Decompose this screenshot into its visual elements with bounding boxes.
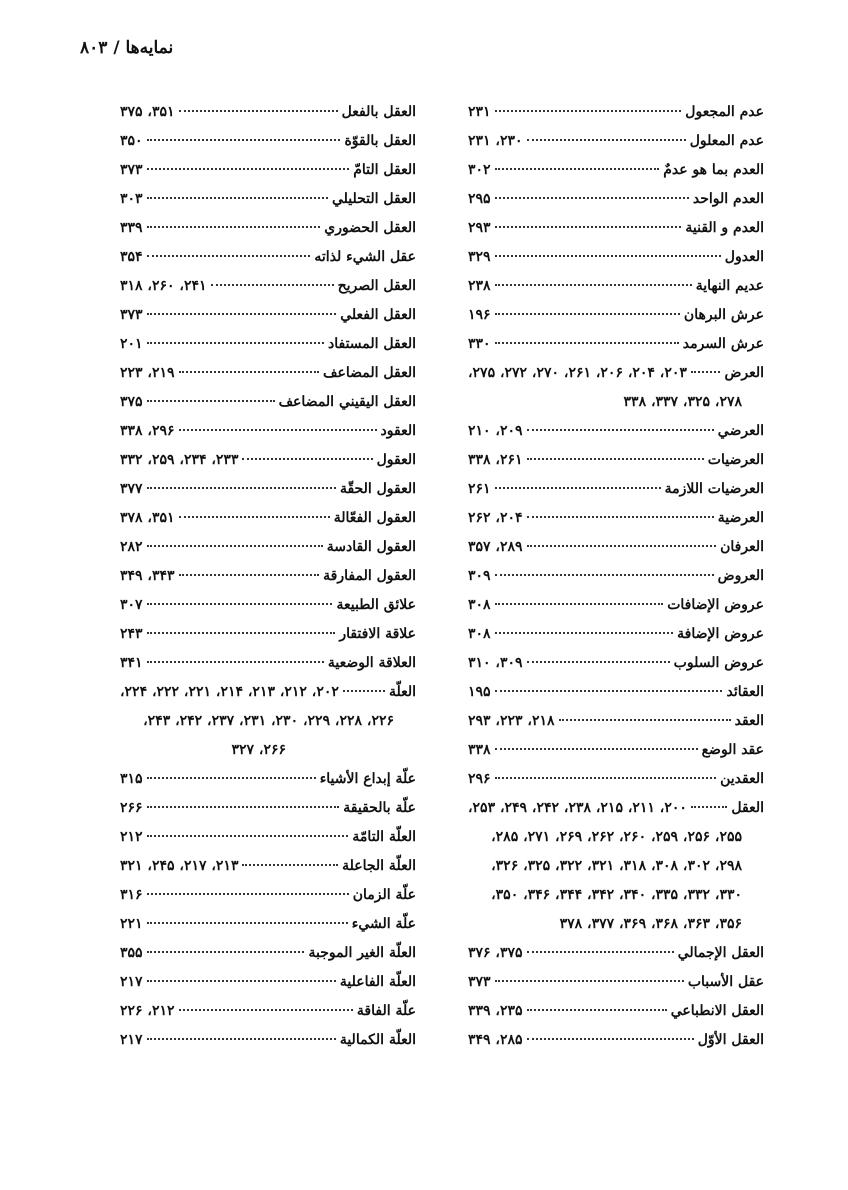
- index-entry: [120, 191, 416, 220]
- index-term: عدم المعلول: [689, 133, 764, 149]
- index-term: العلّة: [388, 684, 416, 700]
- index-pages: ۲۱۷: [120, 974, 143, 990]
- index-pages: ۲۰۴، ۲۶۲: [468, 510, 523, 526]
- index-pages: ۲۶۱: [468, 481, 491, 497]
- index-term: العقل الأوّل: [697, 1032, 764, 1048]
- dot-leader: [495, 226, 682, 228]
- dot-leader: [179, 574, 320, 576]
- dot-leader: [147, 545, 323, 547]
- dot-leader: [147, 342, 324, 344]
- index-entry: [468, 742, 764, 771]
- index-entry: [468, 162, 764, 191]
- index-pages: ۲۹۶: [468, 771, 491, 787]
- index-entry: [468, 510, 764, 539]
- index-term: العرضيات اللازمة: [664, 481, 764, 497]
- index-pages: ۲۱۹، ۲۲۳: [120, 365, 175, 381]
- index-pages: ۳۵۱، ۳۷۸: [120, 510, 175, 526]
- dot-leader: [527, 1038, 694, 1040]
- index-term: العقل الصريح: [337, 278, 416, 294]
- dot-leader: [527, 516, 714, 518]
- dot-leader: [691, 371, 721, 373]
- dot-leader: [147, 226, 321, 228]
- index-pages: ۳۲۹: [468, 249, 491, 265]
- index-pages: ۲۳۰، ۲۳۱: [468, 133, 523, 149]
- index-entry: [120, 133, 416, 162]
- index-term: عرش السرمد: [682, 336, 764, 352]
- dot-leader: [495, 690, 723, 692]
- index-term: العلّة الجاعلة: [342, 858, 416, 874]
- index-entry: [120, 829, 416, 858]
- index-entry: [120, 220, 416, 249]
- dot-leader: [527, 139, 686, 141]
- index-entry: [468, 626, 764, 655]
- index-term: العقول الفعّالة: [333, 510, 416, 526]
- index-pages: ۳۳۰: [468, 336, 491, 352]
- index-term: العقل اليقيني المضاعف: [278, 394, 416, 410]
- dot-leader: [147, 632, 336, 634]
- index-pages: ۳۵۰: [120, 133, 143, 149]
- dot-leader: [147, 922, 348, 924]
- index-term: عقد الوضع: [701, 742, 764, 758]
- index-column-right: [468, 104, 764, 1061]
- index-entry: [468, 713, 764, 742]
- index-entry: [120, 104, 416, 133]
- index-term: العقول الحقّة: [339, 481, 416, 497]
- index-entry: [120, 858, 416, 887]
- index-term: عروض الإضافات: [667, 597, 764, 613]
- index-term: العرض: [724, 365, 764, 381]
- index-term: العقد: [734, 713, 764, 729]
- dot-leader: [495, 603, 664, 605]
- index-term: العدم و القنية: [685, 220, 764, 236]
- dot-leader: [495, 980, 684, 982]
- dot-leader: [495, 574, 714, 576]
- dot-leader: [495, 255, 721, 257]
- index-entry: [468, 423, 764, 452]
- index-column-left: [120, 104, 416, 1061]
- index-term: عقل الشيء لذاته: [314, 249, 416, 265]
- index-pages: ۲۸۵، ۳۴۹: [468, 1032, 523, 1048]
- index-entry-continuation: ۳۵۶، ۳۶۳، ۳۶۸، ۳۶۹، ۳۷۷، ۳۷۸: [559, 916, 742, 932]
- index-pages: ۳۵۱، ۳۷۵: [120, 104, 175, 120]
- index-term: عقل الأسباب: [687, 974, 764, 990]
- index-pages: ۳۷۳: [120, 307, 143, 323]
- dot-leader: [527, 545, 717, 547]
- index-pages: ۲۰۳، ۲۰۴، ۲۰۶، ۲۶۱، ۲۷۰، ۲۷۲، ۲۷۵،: [468, 365, 687, 381]
- index-term: العلاقة الوضعية: [327, 655, 416, 671]
- dot-leader: [242, 864, 338, 866]
- index-term: العرضي: [717, 423, 764, 439]
- index-entry-continuation: ۲۹۸، ۳۰۲، ۳۰۸، ۳۱۸، ۳۲۱، ۳۲۲، ۳۲۵، ۳۲۶،: [491, 858, 742, 874]
- index-term: العقل الحضوري: [324, 220, 416, 236]
- index-pages: ۲۰۱: [120, 336, 143, 352]
- index-pages: ۳۷۵: [120, 394, 143, 410]
- dot-leader: [147, 197, 328, 199]
- index-entry: [120, 452, 416, 481]
- index-pages: ۳۰۹، ۳۱۰: [468, 655, 523, 671]
- index-pages: ۲۸۹، ۳۵۷: [468, 539, 523, 555]
- index-entry: [468, 1003, 764, 1032]
- index-entry: [120, 1003, 416, 1032]
- index-entry: [468, 452, 764, 481]
- dot-leader: [495, 777, 717, 779]
- index-pages: ۲۴۳: [120, 626, 143, 642]
- dot-leader: [343, 690, 385, 692]
- index-term: العدم بما هو عدمٌ: [663, 162, 764, 178]
- index-entry: [120, 510, 416, 539]
- index-pages: ۳۰۸: [468, 597, 491, 613]
- index-entry: [120, 1032, 416, 1061]
- dot-leader: [495, 197, 689, 199]
- index-entry: [468, 655, 764, 684]
- index-entry: [468, 249, 764, 278]
- index-term: علّة الفاقة: [356, 1003, 416, 1019]
- index-entry: [120, 916, 416, 945]
- index-entry: [468, 539, 764, 568]
- dot-leader: [147, 980, 336, 982]
- dot-leader: [147, 168, 350, 170]
- dot-leader: [179, 371, 320, 373]
- index-entry-continuation: ۳۳۰، ۳۳۲، ۳۳۵، ۳۴۰، ۳۴۲، ۳۴۴، ۳۴۶، ۳۵۰،: [491, 887, 742, 903]
- index-entry-continuation: ۲۷۸، ۳۲۵، ۳۳۷، ۳۳۸: [623, 394, 742, 410]
- dot-leader: [147, 951, 305, 953]
- index-term: العقل بالفعل: [341, 104, 416, 120]
- dot-leader: [147, 400, 275, 402]
- index-entry: [468, 771, 764, 800]
- dot-leader: [527, 458, 704, 460]
- index-entry: [468, 597, 764, 626]
- index-term: العلّة الغير الموجبة: [308, 945, 416, 961]
- index-pages: ۳۴۱: [120, 655, 143, 671]
- index-pages: ۳۰۸: [468, 626, 491, 642]
- index-entry: [468, 307, 764, 336]
- index-entry: [468, 365, 764, 394]
- index-entry: [120, 307, 416, 336]
- dot-leader: [179, 1009, 353, 1011]
- index-pages: ۳۰۳: [120, 191, 143, 207]
- index-term: العقدين: [720, 771, 764, 787]
- dot-leader: [495, 313, 680, 315]
- index-entry: [120, 684, 416, 713]
- index-pages: ۳۷۷: [120, 481, 143, 497]
- index-entry: [120, 162, 416, 191]
- index-term: العلّة الفاعلية: [339, 974, 416, 990]
- dot-leader: [147, 835, 349, 837]
- index-pages: ۳۷۳: [468, 974, 491, 990]
- index-term: علائق الطبيعة: [336, 597, 416, 613]
- dot-leader: [242, 458, 372, 460]
- index-entry: [120, 423, 416, 452]
- index-entry: [468, 336, 764, 365]
- index-term: العقل الفعلي: [340, 307, 416, 323]
- index-pages: ۲۳۸: [468, 278, 491, 294]
- dot-leader: [495, 342, 679, 344]
- index-pages: ۲۲۱: [120, 916, 143, 932]
- index-entry: [120, 887, 416, 916]
- index-entry: [120, 481, 416, 510]
- dot-leader: [147, 313, 337, 315]
- index-pages: ۲۴۱، ۲۶۰، ۳۱۸: [120, 278, 207, 294]
- dot-leader: [147, 255, 311, 257]
- index-entry: [120, 597, 416, 626]
- index-term: العقل المضاعف: [323, 365, 416, 381]
- index-term: العقول المفارقة: [323, 568, 416, 584]
- index-term: العقل: [731, 800, 764, 816]
- index-pages: ۱۹۵: [468, 684, 491, 700]
- index-pages: ۳۴۳، ۳۴۹: [120, 568, 175, 584]
- index-term: العقول: [376, 452, 416, 468]
- index-pages: ۲۳۳، ۲۳۴، ۲۵۹، ۳۳۲: [120, 452, 239, 468]
- index-entry: [120, 365, 416, 394]
- index-pages: ۳۵۴: [120, 249, 143, 265]
- index-entry: [468, 568, 764, 597]
- dot-leader: [495, 284, 692, 286]
- index-entry: [120, 945, 416, 974]
- dot-leader: [147, 139, 341, 141]
- index-entry: [120, 539, 416, 568]
- index-term: علّة الزمان: [352, 887, 416, 903]
- index-entry: [468, 481, 764, 510]
- index-term: العلّة التامّة: [352, 829, 416, 845]
- index-term: علّة إبداع الأشياء: [319, 771, 416, 787]
- index-entry: [468, 1032, 764, 1061]
- index-term: العروض: [717, 568, 764, 584]
- index-entry: [120, 568, 416, 597]
- index-pages: ۱۹۶: [468, 307, 491, 323]
- dot-leader: [495, 110, 682, 112]
- index-pages: ۳۱۶: [120, 887, 143, 903]
- index-pages: ۲۹۵: [468, 191, 491, 207]
- index-term: العقل بالقوّة: [344, 133, 416, 149]
- index-pages: ۲۶۶: [120, 800, 143, 816]
- dot-leader: [559, 719, 731, 721]
- dot-leader: [147, 777, 316, 779]
- index-pages: ۲۸۲: [120, 539, 143, 555]
- index-pages: ۲۹۶، ۳۳۸: [120, 423, 175, 439]
- index-entry: [120, 800, 416, 829]
- index-entry: [468, 191, 764, 220]
- index-term: عرش البرهان: [683, 307, 764, 323]
- index-pages: ۲۰۲، ۲۱۲، ۲۱۳، ۲۱۴، ۲۲۱، ۲۲۲، ۲۲۴،: [120, 684, 339, 700]
- index-term: عديم النهاية: [695, 278, 764, 294]
- dot-leader: [495, 168, 660, 170]
- index-entry-continuation: ۲۵۵، ۲۵۶، ۲۵۹، ۲۶۰، ۲۶۲، ۲۶۹، ۲۷۱، ۲۸۵،: [491, 829, 742, 845]
- dot-leader: [527, 1009, 667, 1011]
- index-pages: ۲۱۲، ۲۲۶: [120, 1003, 175, 1019]
- index-term: عروض السلوب: [673, 655, 764, 671]
- index-term: العقائد: [726, 684, 764, 700]
- index-pages: ۲۳۵، ۳۳۹: [468, 1003, 523, 1019]
- index-pages: ۳۰۲: [468, 162, 491, 178]
- dot-leader: [527, 951, 674, 953]
- index-entry: [120, 655, 416, 684]
- dot-leader: [179, 110, 338, 112]
- dot-leader: [147, 1038, 336, 1040]
- index-pages: ۳۳۸: [468, 742, 491, 758]
- index-entry: [468, 684, 764, 713]
- index-term: علاقة الافتقار: [339, 626, 416, 642]
- index-term: العلّة الكمالية: [339, 1032, 416, 1048]
- index-pages: ۲۱۲: [120, 829, 143, 845]
- dot-leader: [147, 603, 333, 605]
- index-term: عدم المجعول: [685, 104, 764, 120]
- index-entry-continuation: ۲۲۶، ۲۲۸، ۲۲۹، ۲۳۰، ۲۳۱، ۲۳۷، ۲۴۲، ۲۴۳،: [143, 713, 394, 729]
- dot-leader: [527, 661, 670, 663]
- index-term: علّة بالحقيقة: [343, 800, 416, 816]
- index-entry: [468, 945, 764, 974]
- index-entry: [120, 278, 416, 307]
- index-term: العدول: [724, 249, 764, 265]
- dot-leader: [147, 661, 324, 663]
- index-term: العدم الواحد: [692, 191, 764, 207]
- dot-leader: [495, 632, 674, 634]
- index-entry: [120, 394, 416, 423]
- index-pages: ۲۱۸، ۲۲۳، ۲۹۳: [468, 713, 555, 729]
- dot-leader: [147, 487, 336, 489]
- dot-leader: [147, 893, 349, 895]
- index-pages: ۳۰۷: [120, 597, 143, 613]
- index-entry: [468, 800, 764, 829]
- index-term: العقود: [380, 423, 416, 439]
- dot-leader: [179, 429, 377, 431]
- index-pages: ۳۱۵: [120, 771, 143, 787]
- dot-leader: [179, 516, 330, 518]
- index-term: العقل الانطباعي: [670, 1003, 764, 1019]
- index-pages: ۲۳۱: [468, 104, 491, 120]
- index-term: العقل التحليلي: [331, 191, 416, 207]
- index-entry: [468, 278, 764, 307]
- index-pages: ۳۷۵، ۳۷۶: [468, 945, 523, 961]
- index-entry: [120, 771, 416, 800]
- index-entry: [120, 974, 416, 1003]
- index-pages: ۲۰۰، ۲۱۱، ۲۱۵، ۲۳۸، ۲۴۲، ۲۴۹، ۲۵۳،: [468, 800, 687, 816]
- index-pages: ۲۱۷: [120, 1032, 143, 1048]
- index-pages: ۲۶۱، ۳۳۸: [468, 452, 523, 468]
- index-entry: [120, 626, 416, 655]
- index-pages: ۲۱۳، ۲۱۷، ۲۴۵، ۳۲۱: [120, 858, 239, 874]
- index-term: العقل التامّ: [353, 162, 416, 178]
- index-pages: ۳۵۵: [120, 945, 143, 961]
- index-term: العقول القادسة: [326, 539, 416, 555]
- index-term: العرضيات: [707, 452, 764, 468]
- index-pages: ۲۹۳: [468, 220, 491, 236]
- dot-leader: [691, 806, 728, 808]
- page-header: نمايه‌ها / ۸۰۳: [80, 38, 174, 58]
- index-term: العرفان: [720, 539, 764, 555]
- index-entry: [120, 336, 416, 365]
- index-entry: [468, 133, 764, 162]
- index-pages: ۲۰۹، ۲۱۰: [468, 423, 523, 439]
- dot-leader: [147, 806, 340, 808]
- dot-leader: [495, 487, 661, 489]
- index-pages: ۳۰۹: [468, 568, 491, 584]
- index-term: العرضية: [717, 510, 764, 526]
- dot-leader: [527, 429, 714, 431]
- index-entry-continuation: ۲۶۶، ۳۲۷: [231, 742, 286, 758]
- index-entry: [468, 104, 764, 133]
- index-pages: ۳۷۳: [120, 162, 143, 178]
- index-term: العقل المستفاد: [327, 336, 416, 352]
- index-term: علّة الشيء: [351, 916, 416, 932]
- index-pages: ۳۳۹: [120, 220, 143, 236]
- index-entry: [468, 974, 764, 1003]
- index-term: العقل الإجمالي: [677, 945, 764, 961]
- dot-leader: [495, 748, 698, 750]
- dot-leader: [211, 284, 334, 286]
- index-term: عروض الإضافة: [677, 626, 764, 642]
- index-entry: [468, 220, 764, 249]
- index-entry: [120, 249, 416, 278]
